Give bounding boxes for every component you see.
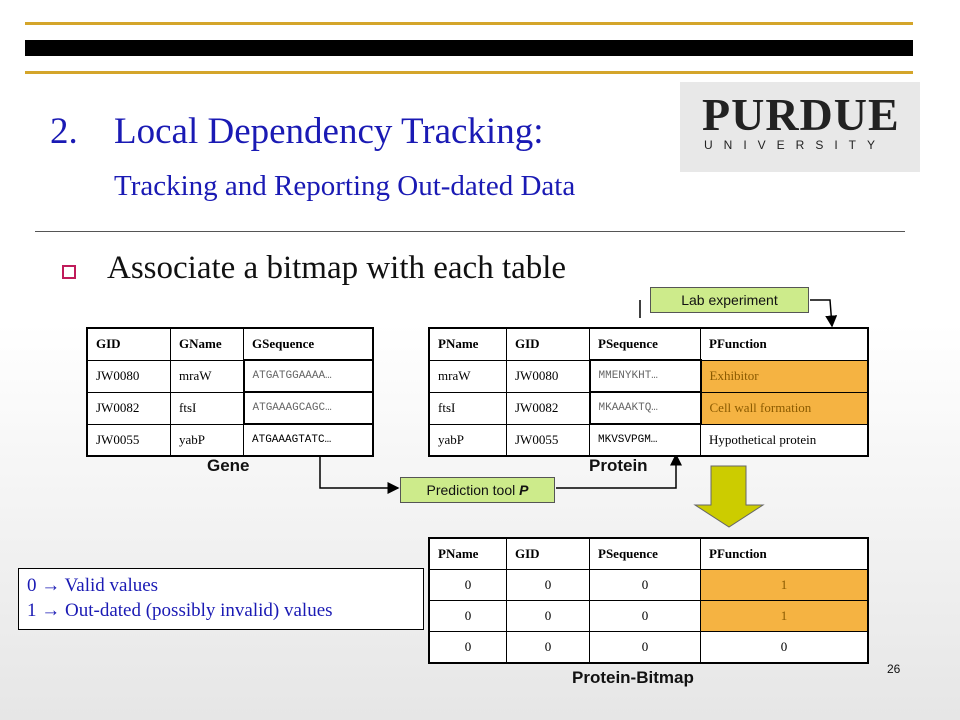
- cell: ATGAAAGTATC…: [244, 424, 374, 456]
- table-row: [429, 632, 868, 664]
- slide-subtitle: Tracking and Reporting Out-dated Data: [114, 170, 576, 202]
- cell: 0: [590, 632, 701, 664]
- cell: ftsI: [429, 392, 507, 424]
- bullet-text: Associate a bitmap with each table: [107, 250, 567, 286]
- page-number: 26: [887, 662, 901, 676]
- header-cell: PName: [429, 538, 507, 570]
- cell: MKVSVPGM…: [590, 424, 701, 456]
- header-cell: GSequence: [244, 328, 374, 360]
- logo-sub: UNIVERSITY: [704, 138, 887, 152]
- title-main: Local Dependency Tracking:: [114, 111, 544, 152]
- header-cell: PSequence: [590, 538, 701, 570]
- legend-box: [18, 568, 424, 630]
- cell: Exhibitor: [701, 360, 869, 392]
- table-row: [429, 392, 868, 424]
- cell: JW0082: [507, 392, 590, 424]
- table-row: [87, 424, 373, 456]
- lab-experiment-arrow-right: [810, 300, 832, 326]
- lab-experiment-box: Lab experiment: [650, 287, 809, 313]
- cell: ftsI: [171, 392, 244, 424]
- cell: 0: [429, 601, 507, 632]
- cell: 1: [701, 601, 869, 632]
- cell: JW0082: [87, 392, 171, 424]
- table-row: [87, 392, 373, 424]
- table-row: [429, 360, 868, 392]
- protein-header-row: [429, 328, 868, 360]
- cell: JW0080: [87, 360, 171, 392]
- prediction-tool-p: P: [519, 482, 529, 498]
- big-down-arrow-icon: [695, 466, 763, 527]
- cell: Cell wall formation: [701, 392, 869, 424]
- prediction-tool-path: [320, 452, 398, 488]
- header-cell: GID: [507, 328, 590, 360]
- cell: 0: [429, 632, 507, 664]
- table-row: [429, 570, 868, 601]
- cell: Hypothetical protein: [701, 424, 869, 456]
- legend-line-outdated: 1 → Out-dated (possibly invalid) values: [27, 600, 333, 621]
- cell: yabP: [429, 424, 507, 456]
- logo-word: PURDUE: [702, 89, 900, 140]
- cell: 0: [590, 570, 701, 601]
- bitmap-table: [428, 537, 869, 664]
- cell: mraW: [429, 360, 507, 392]
- protein-table-caption: Protein: [589, 456, 648, 475]
- gene-table-caption: Gene: [207, 456, 250, 475]
- cell: 0: [590, 601, 701, 632]
- header-cell: PSequence: [590, 328, 701, 360]
- cell: MMENYKHT…: [590, 360, 701, 392]
- cell: 0: [429, 570, 507, 601]
- cell: 0: [507, 632, 590, 664]
- table-row: [429, 424, 868, 456]
- prediction-tool-label: Prediction tool: [426, 482, 520, 498]
- cell: ATGAAAGCAGC…: [244, 392, 374, 424]
- cell: 0: [507, 570, 590, 601]
- cell: yabP: [171, 424, 244, 456]
- cell: 1: [701, 570, 869, 601]
- table-row: [87, 360, 373, 392]
- prediction-tool-box: [400, 477, 555, 503]
- cell: JW0055: [507, 424, 590, 456]
- title-number: 2.: [50, 111, 78, 152]
- cell: 0: [507, 601, 590, 632]
- cell: 0: [701, 632, 869, 664]
- gene-table: [86, 327, 374, 457]
- table-row: [429, 601, 868, 632]
- header-cell: PFunction: [701, 328, 869, 360]
- header-cell: GID: [87, 328, 171, 360]
- bitmap-header-row: [429, 538, 868, 570]
- cell: MKAAAKTQ…: [590, 392, 701, 424]
- cell: JW0080: [507, 360, 590, 392]
- cell: ATGATGGAAAA…: [244, 360, 374, 392]
- bitmap-table-caption: Protein-Bitmap: [572, 668, 694, 687]
- header-cell: PName: [429, 328, 507, 360]
- header-cell: GID: [507, 538, 590, 570]
- gene-header-row: [87, 328, 373, 360]
- protein-table: [428, 327, 869, 457]
- header-cell: GName: [171, 328, 244, 360]
- legend-line-valid: 0 → Valid values: [27, 575, 159, 596]
- cell: JW0055: [87, 424, 171, 456]
- cell: mraW: [171, 360, 244, 392]
- header-cell: PFunction: [701, 538, 869, 570]
